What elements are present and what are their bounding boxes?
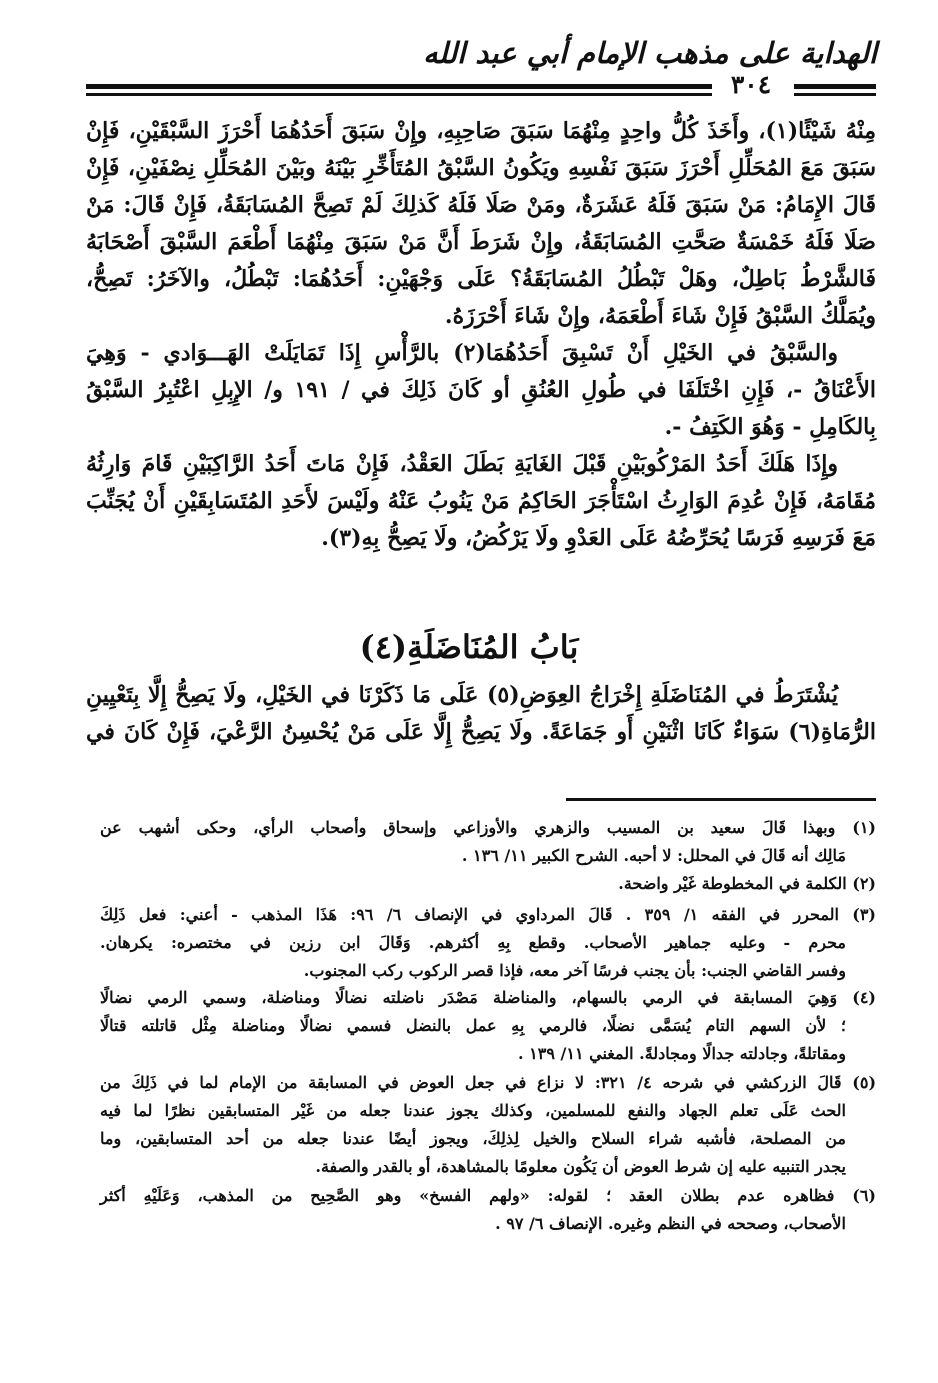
text-line: الرُّمَاةِ(٦) سَوَاءٌ كَانَا اثْنَيْنِ أَو جَمَاعَةً. ولَا يَصِحُّ إِلَّا عَلَى مَنْ يُحْسِنُ الرَّعْيَ، فَإِنْ كَانَ في xyxy=(86,719,876,745)
footnote-line: وفسر القاضي الجنب: بأن يجنب فرسًا آخر معه، فإذا قصر الركوب ركب المجنوب. xyxy=(303,961,846,980)
text-line: والسَّبْقُ في الخَيْلِ أَنْ تَسْبِقَ أَحَدُهُمَا(٢) بالرَّأْسِ إِذَا تَمَايَلَتْ الهَـــوَادي - وَهِيَ xyxy=(86,340,838,366)
page-number: ٣٠٤ xyxy=(730,70,772,99)
text-line: قَالَ الإِمَامُ: مَنْ سَبَقَ فَلَهُ عَشَرَةٌ، ومَنْ صَلَا فَلَهُ كَذلِكَ لَمْ تَصِحَّ المُسَابَقَةُ، فَإِنْ قَالَ: مَنْ xyxy=(86,192,876,218)
footnote-line: يجدر التنبيه عليه إن شرط العوض أن يَكُون معلومًا بالمشاهدة، أو بالقدر والصفة. xyxy=(315,1157,846,1176)
header-rule xyxy=(86,93,712,96)
footnote-line: من المصلحة، فأشبه شراء السلاح والخيل لِذلِكَ، ويجوز أيضًا عندنا جعله من أحد المتسابقين، وما xyxy=(100,1129,846,1148)
footnote-line: (٢) الكلمة في المخطوطة غَيْر واضحة. xyxy=(618,874,876,893)
header-rule xyxy=(794,84,876,89)
text-line: فَالشَّرْطُ بَاطِلٌ، وهَلْ تَبْطُلُ المُسَابَقَةُ؟ عَلَى وَجْهَيْنِ: أَحَدُهُمَا: تَبْطُلُ، والآخَرُ: تَصِحُّ، xyxy=(86,266,876,292)
text-line: مَعَ فَرَسِهِ فَرَسًا يُحَرِّضُهُ عَلَى العَدْوِ ولَا يَرْكُضُ، ولَا يَصِحُّ بِهِ(٣). xyxy=(321,525,876,551)
header-rule xyxy=(794,93,876,96)
text-line: وإِذَا هَلَكَ أَحَدُ المَرْكُوبَيْنِ قَبْلَ الغَايَةِ بَطَلَ العَقْدُ، فَإِنْ مَاتَ أَحَدُ الرَّاكِبَيْنِ قَامَ وَارِثُهُ xyxy=(86,451,838,477)
footnote-line: (٥) قَالَ الزركشي في شرحه ٤/ ٣٢١: لا نزاع في جعل العوض في المسابقة من الإمام لما في ذَلِكَ من xyxy=(100,1073,877,1092)
footnote-line: محرم - وعليه جماهير الأصحاب. وقطع بِهِ أكثرهم. وَقَالَ ابن رزين في مختصره: يكرهان. xyxy=(100,933,846,952)
footnote-line: الحث عَلَى تعلم الجهاد والنفع للمسلمين، وكذلك يجوز عندنا جعله من غَيْر المتسابقين نظرًا لما فيه xyxy=(100,1101,846,1120)
footnote-line: (٦) فظاهره عدم بطلان العقد ؛ لقوله: «ولهم الفسخ» وهو الصَّحِيح من المذهب، وَعَلَيْهِ أكثر xyxy=(100,1186,876,1205)
footnote-line: (٤) وَهِيَ المسابقة في الرمي بالسهام، والمناضلة مَصْدَر ناضلته نضالًا ومناضلة، وسمي الرمي نضالًا xyxy=(100,988,876,1007)
footnote-line: ومقاتلةً، وجادلته جدالًا ومجادلةً. المغني ١١/ ١٣٩ . xyxy=(518,1044,846,1063)
text-line: بِالكَامِلِ - وَهُوَ الكَتِفُ -. xyxy=(664,414,876,440)
footnote-line: (١) وبهذا قَالَ سعيد بن المسيب والزهري والأوزاعي وإسحاق وأصحاب الرأي، وحكى أشهب عن xyxy=(100,818,876,837)
footnote-line: الأصحاب، وصححه في النظم وغيره. الإنصاف ٦/ ٩٧ . xyxy=(495,1214,846,1233)
text-line: صَلَا فَلَهُ خَمْسَةٌ صَحَّتِ المُسَابَقَةُ، وإِنْ شَرَطَ أَنَّ مَنْ سَبَقَ مِنْهُمَا أَطْعَمَ السَّبْقَ أَصْحَابَهُ xyxy=(86,229,876,255)
footnote-separator xyxy=(566,798,876,801)
footnote-line: (٣) المحرر في الفقه ١/ ٣٥٩ . قَالَ المرداوي في الإنصاف ٦/ ٩٦: هَذَا المذهب - أعني: فعل ذَلِكَ xyxy=(100,905,876,924)
text-line: الأَعْنَاقُ -، فَإِنِ اخْتَلَفَا في طُولِ العُنُقِ أو كَانَ ذَلِكَ في / ١٩١ و/ الإِبِلِ اعْتُبِرُ السَّبْقُ xyxy=(86,377,877,403)
chapter-heading: بَابُ المُنَاضَلَةِ(٤) xyxy=(359,628,579,666)
book-title: الهداية على مذهب الإمام أبي عبد الله xyxy=(423,36,877,70)
text-line: سَبَقَ مَعَ المُحَلِّلِ أَحْرَزَ سَبَقَ نَفْسِهِ ويَكُونُ السَّبْقُ المُتَأَخِّرِ بَيْنَهُ وبَيْنَ المُحَلِّلِ نِصْفَيْنِ، فَإِنْ xyxy=(86,155,876,181)
text-line: يُشْتَرَطُ في المُنَاضَلَةِ إِخْرَاجُ العِوَضِ(٥) عَلَى مَا ذَكَرْنَا في الخَيْلِ، ولَا يَصِحُّ إِلَّا بِتَعْيِينِ xyxy=(86,682,838,708)
text-line: مِنْهُ شَيْئًا(١)، وأَخَذَ كُلُّ واحِدٍ مِنْهُمَا سَبَقَ صَاحِبِهِ، وإِنْ سَبَقَ أَحَدُهُمَا أَحْرَزَ السَّبْقَيْنِ، فَإِنْ xyxy=(86,118,876,144)
footnote-line: مَالِك أنه قَالَ في المحلل: لا أحبه. الشرح الكبير ١١/ ١٣٦ . xyxy=(461,846,846,865)
footnote-line: ؛ لأن السهم التام يُسَمَّى نضلًا، فالرمي بِهِ عمل بالنضل فسمي نضالًا ومناضلة مِثْل قاتلته قتالًا xyxy=(100,1016,846,1035)
header-rule xyxy=(86,84,712,89)
text-line: مُقَامَهُ، فَإِنْ عُدِمَ الوَارِثُ اسْتَأْجَرَ الحَاكِمُ مَنْ يَنُوبُ عَنْهُ ولَيْسَ لأَحَدِ المُتَسَابِقَيْنِ أَنْ يُجَنِّبَ xyxy=(86,488,876,514)
text-line: ويُمَلَّكُ السَّبْقُ فَإِنْ شَاءَ أَطْعَمَهُ، وإِنْ شَاءَ أَحْرَزَهُ. xyxy=(444,303,876,329)
